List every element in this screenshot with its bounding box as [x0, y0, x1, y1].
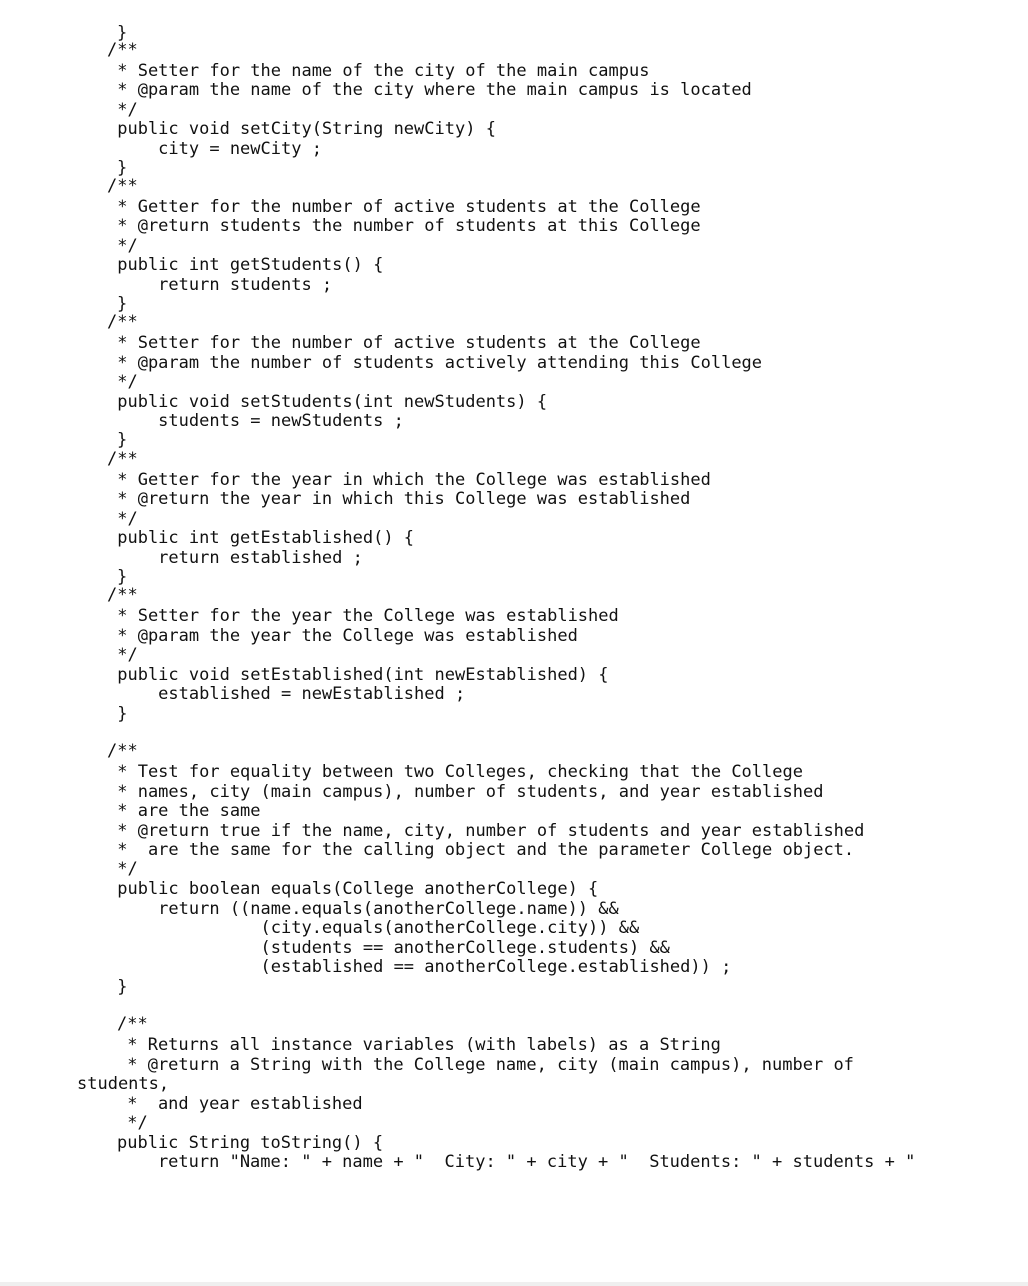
- code-line: /**: [107, 585, 138, 605]
- code-line: students,: [77, 1074, 170, 1094]
- code-line: */: [107, 509, 138, 529]
- code-line: public String toString() {: [117, 1133, 384, 1153]
- code-line: * @return true if the name, city, number of students and year established: [107, 821, 865, 841]
- code-line: }: [117, 294, 128, 314]
- code-line: }: [107, 977, 128, 997]
- code-line: public void setEstablished(int newEstablished) {: [107, 665, 609, 685]
- code-line: * Test for equality between two Colleges, checking that the College: [107, 762, 803, 782]
- code-line: * are the same for the calling object and the parameter College object.: [107, 840, 855, 860]
- page-bottom-edge: [0, 1282, 1028, 1286]
- code-line: }: [117, 567, 128, 587]
- code-line: }: [117, 23, 128, 43]
- code-line: */: [107, 645, 138, 665]
- code-line: public int getEstablished() {: [107, 528, 415, 548]
- code-line: */: [117, 1113, 148, 1133]
- code-line: * @param the year the College was established: [107, 626, 578, 646]
- code-line: public int getStudents() {: [107, 255, 384, 275]
- code-line: * @return the year in which this College was established: [107, 489, 691, 509]
- code-line: public void setStudents(int newStudents) {: [107, 392, 548, 412]
- code-line: * @param the name of the city where the main campus is located: [107, 80, 752, 100]
- code-line: * are the same: [107, 801, 261, 821]
- code-line: * Setter for the name of the city of the main campus: [107, 61, 650, 81]
- code-line: */: [107, 859, 138, 879]
- code-line: return established ;: [107, 548, 363, 568]
- code-line: */: [107, 372, 138, 392]
- code-line: return ((name.equals(anotherCollege.name)) &&: [107, 899, 619, 919]
- code-line: * @param the number of students actively attending this College: [107, 353, 763, 373]
- code-line: /**: [107, 176, 138, 196]
- code-line: }: [117, 158, 128, 178]
- code-line: city = newCity ;: [107, 139, 322, 159]
- code-line: return "Name: " + name + " City: " + city + " Students: " + students + ": [117, 1152, 916, 1172]
- code-line: (city.equals(anotherCollege.city)) &&: [107, 918, 640, 938]
- code-line: public void setCity(String newCity) {: [107, 119, 496, 139]
- code-line: /**: [107, 40, 138, 60]
- code-line: /**: [107, 312, 138, 332]
- code-line: * Getter for the number of active students at the College: [107, 197, 701, 217]
- code-line: established = newEstablished ;: [107, 684, 466, 704]
- code-line: * Setter for the year the College was established: [107, 606, 619, 626]
- code-line: return students ;: [107, 275, 333, 295]
- code-line: * @return a String with the College name, city (main campus), number of: [117, 1055, 854, 1075]
- code-line: */: [107, 100, 138, 120]
- code-line: * names, city (main campus), number of students, and year established: [107, 782, 824, 802]
- code-line: * @return students the number of students at this College: [107, 216, 701, 236]
- code-line: /**: [107, 449, 138, 469]
- code-line: * Setter for the number of active students at the College: [107, 333, 701, 353]
- code-line: students = newStudents ;: [107, 411, 404, 431]
- code-line: }: [117, 430, 128, 450]
- code-line: * Getter for the year in which the College was established: [107, 470, 711, 490]
- code-line: public boolean equals(College anotherCollege) {: [107, 879, 599, 899]
- code-line: (students == anotherCollege.students) &&: [107, 938, 670, 958]
- code-line: /**: [117, 1014, 148, 1034]
- code-line: */: [107, 236, 138, 256]
- code-line: }: [107, 704, 128, 724]
- code-line: * and year established: [117, 1094, 363, 1114]
- code-line: * Returns all instance variables (with labels) as a String: [117, 1035, 721, 1055]
- code-line: (established == anotherCollege.established)) ;: [107, 957, 732, 977]
- code-line: /**: [107, 741, 138, 761]
